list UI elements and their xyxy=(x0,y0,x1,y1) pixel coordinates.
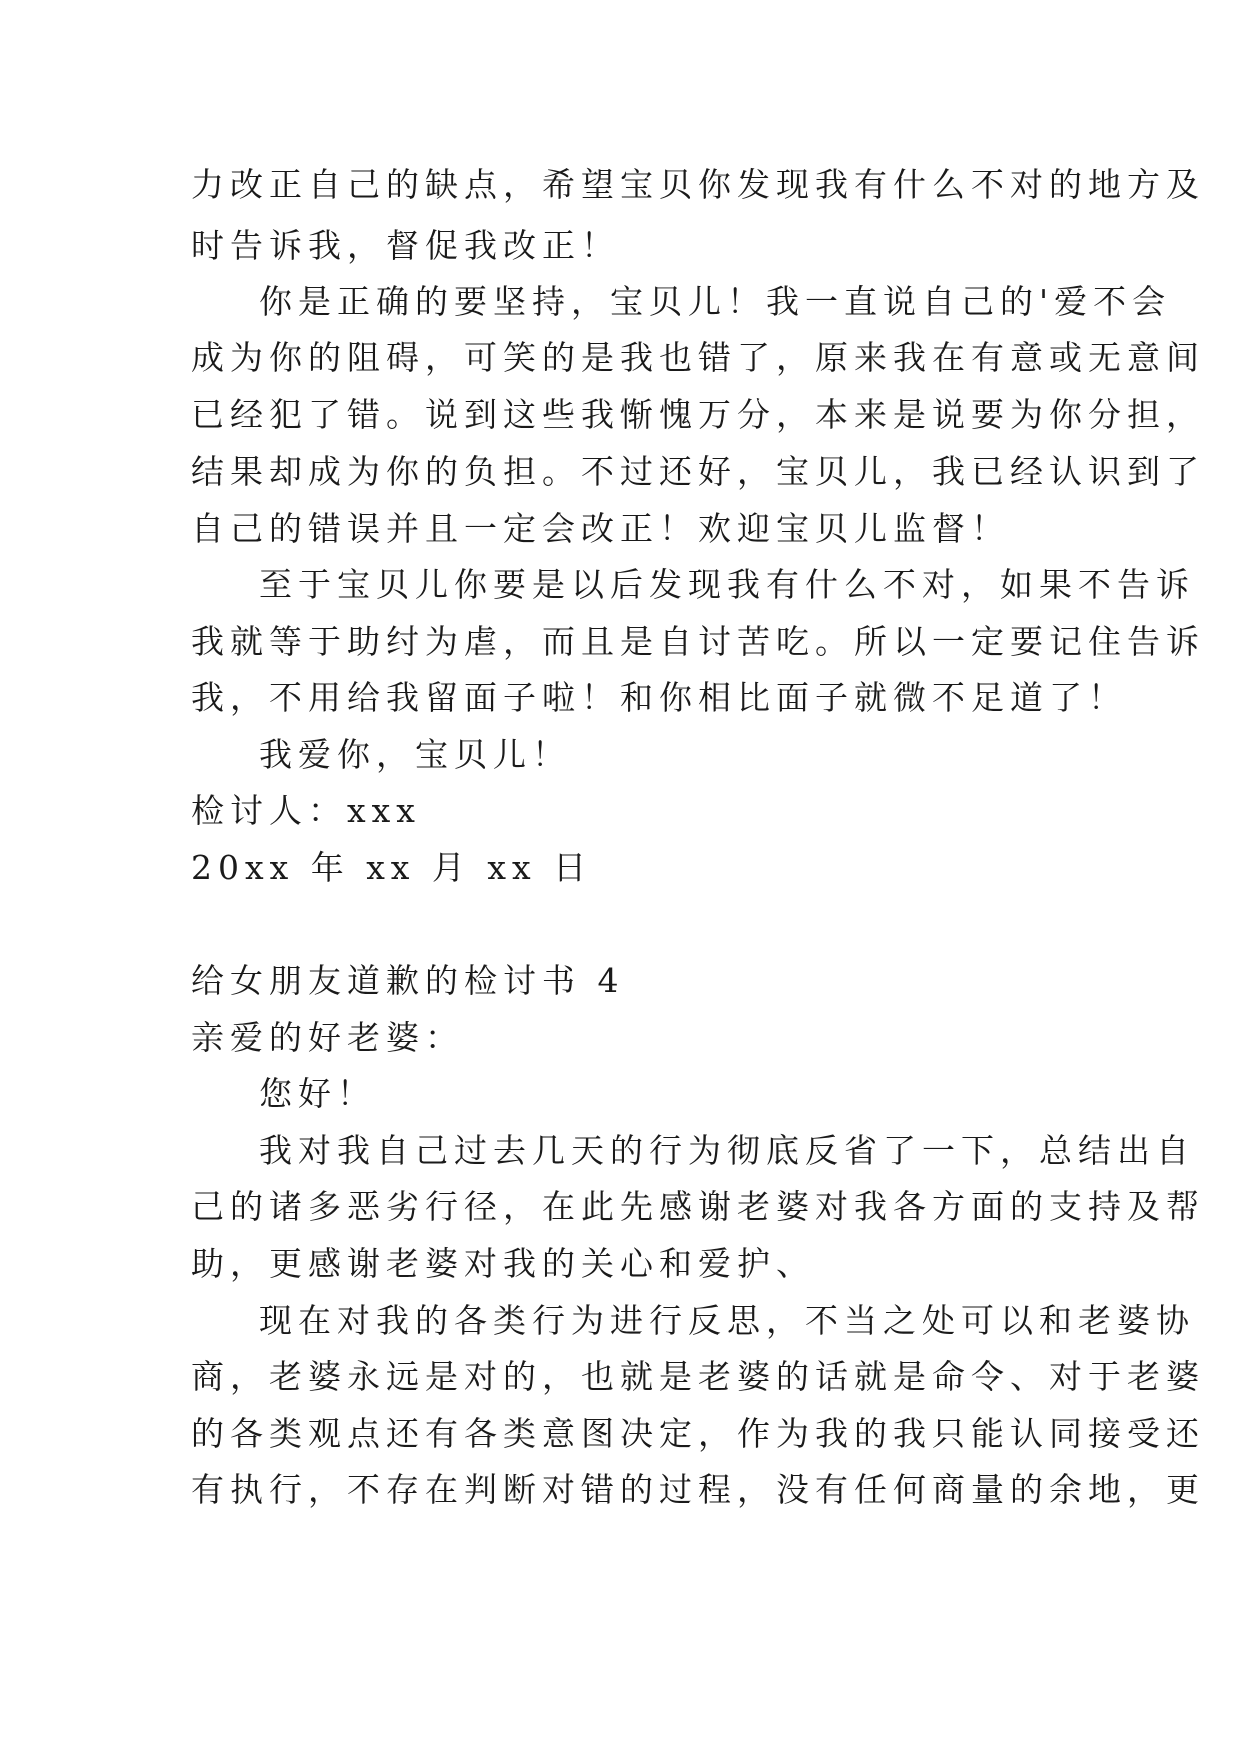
body-text-line: 商，老婆永远是对的，也就是老婆的话就是命令、对于老婆 xyxy=(191,1357,1205,1396)
body-text-line: 自己的错误并且一定会改正！欢迎宝贝儿监督！ xyxy=(191,509,1010,548)
body-text-line: 力改正自己的缺点，希望宝贝你发现我有什么不对的地方及 xyxy=(191,165,1205,204)
body-text-line: 己的诸多恶劣行径，在此先感谢老婆对我各方面的支持及帮 xyxy=(191,1187,1205,1226)
body-text-line: 有执行，不存在判断对错的过程，没有任何商量的余地，更 xyxy=(191,1470,1205,1509)
date-line: 20xx 年 xx 月 xx 日 xyxy=(191,848,593,887)
paragraph-start-line: 现在对我的各类行为进行反思，不当之处可以和老婆协 xyxy=(259,1301,1195,1340)
signer-line: 检讨人：xxx xyxy=(191,791,421,830)
body-text-line: 成为你的阻碍，可笑的是我也错了，原来我在有意或无意间 xyxy=(191,338,1205,377)
body-text-line: 已经犯了错。说到这些我惭愧万分，本来是说要为你分担， xyxy=(191,395,1205,434)
paragraph-start-line: 至于宝贝儿你要是以后发现我有什么不对，如果不告诉 xyxy=(259,565,1195,604)
body-text-line: 结果却成为你的负担。不过还好，宝贝儿，我已经认识到了 xyxy=(191,452,1205,491)
body-text-line: 的各类观点还有各类意图决定，作为我的我只能认同接受还 xyxy=(191,1414,1205,1453)
paragraph-start-line: 我对我自己过去几天的行为彻底反省了一下，总结出自 xyxy=(259,1131,1195,1170)
body-text-line: 我，不用给我留面子啦！和你相比面子就微不足道了！ xyxy=(191,678,1127,717)
section-title: 给女朋友道歉的检讨书 4 xyxy=(191,961,625,1000)
salutation-line: 亲爱的好老婆： xyxy=(191,1018,464,1057)
greeting-line: 您好！ xyxy=(259,1074,376,1113)
body-text-line: 我就等于助纣为虐，而且是自讨苦吃。所以一定要记住告诉 xyxy=(191,622,1205,661)
body-text-line: 时告诉我，督促我改正！ xyxy=(191,226,620,265)
body-text-line: 助，更感谢老婆对我的关心和爱护、 xyxy=(191,1244,815,1283)
closing-line: 我爱你，宝贝儿！ xyxy=(259,735,571,774)
paragraph-start-line: 你是正确的要坚持，宝贝儿！我一直说自己的'爱不会 xyxy=(259,282,1172,321)
